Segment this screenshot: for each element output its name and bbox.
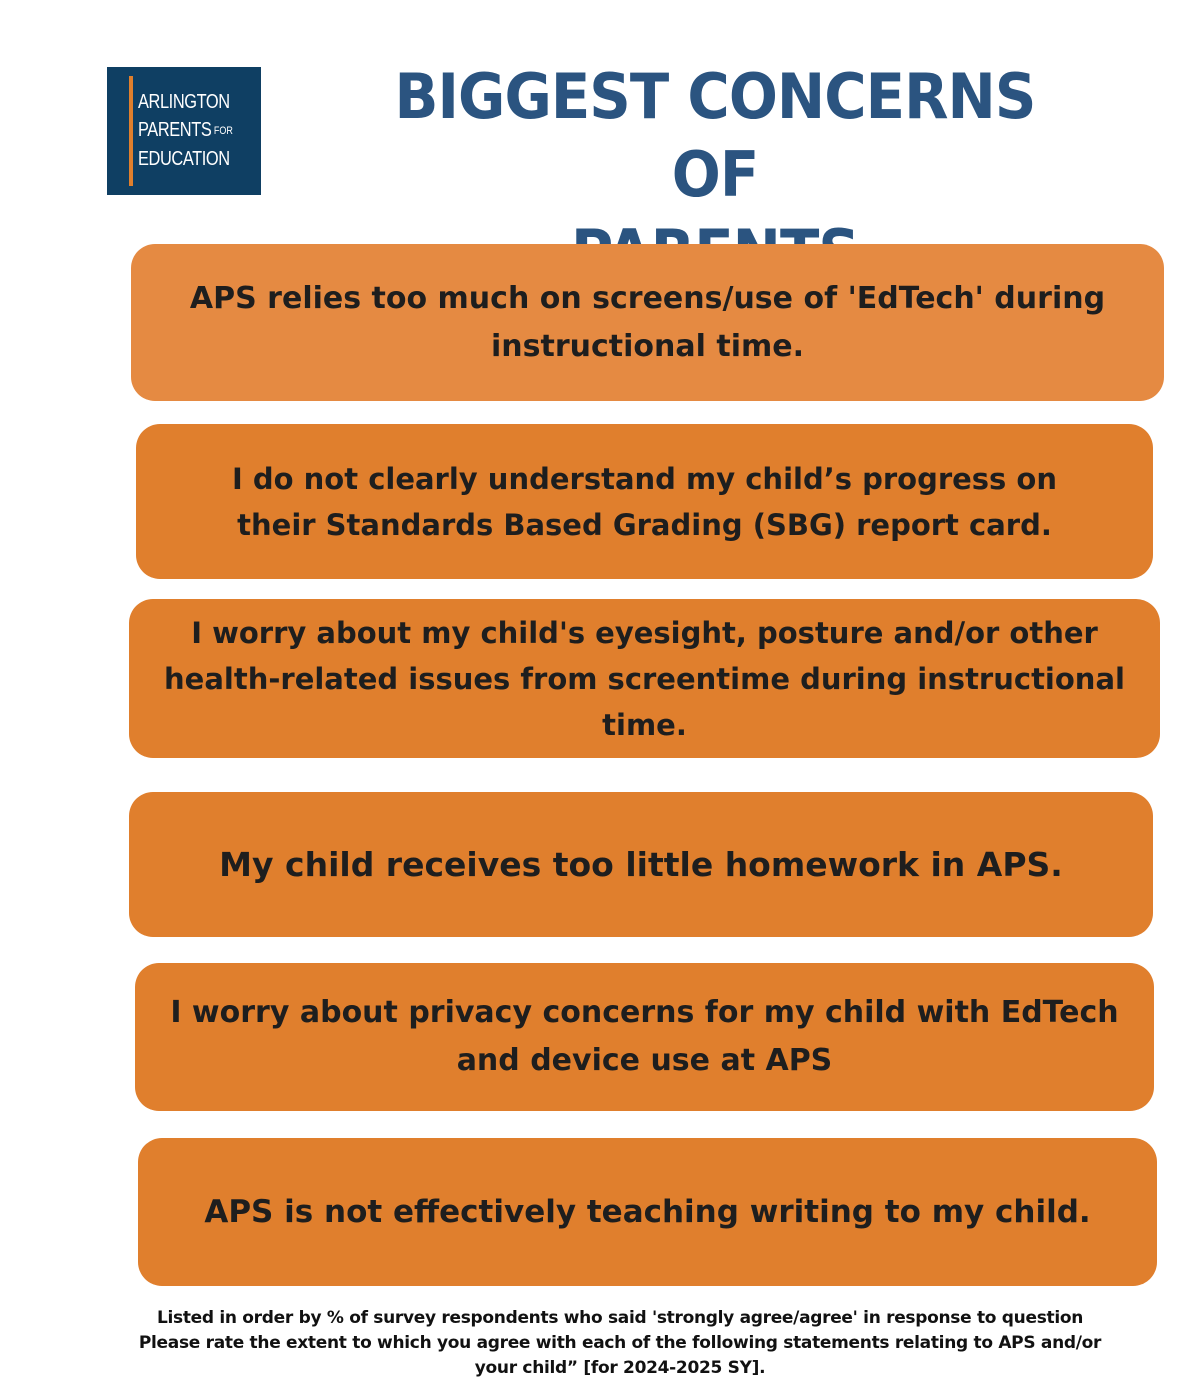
- organization-logo: [107, 67, 261, 195]
- concern-text-4: My child receives too little homework in APS.: [219, 844, 1063, 884]
- concern-card-4: [129, 792, 1153, 937]
- logo-line-2-main: PARENTS: [138, 119, 212, 141]
- concern-text-2: I do not clearly understand my child’s progress on their Standards Based Grading (SBG) report card.: [232, 461, 1057, 542]
- concern-text-6: APS is not effectively teaching writing to my child.: [204, 1194, 1091, 1230]
- concern-card-6: [138, 1138, 1157, 1286]
- concern-card-1: [131, 244, 1164, 401]
- footnote-line-2: Please rate the extent to which you agree with each of the following statements relating to APS and/or: [138, 1333, 1102, 1353]
- logo-line-1: ARLINGTON: [138, 91, 230, 113]
- title-line-1: BIGGEST CONCERNS OF: [394, 60, 1036, 211]
- logo-line-3: EDUCATION: [138, 148, 230, 170]
- concern-text-5: I worry about privacy concerns for my child with EdTech and device use at APS: [170, 995, 1119, 1078]
- concern-text-1: APS relies too much on screens/use of 'EdTech' during instructional time.: [189, 280, 1106, 364]
- footnote-line-1: Listed in order by % of survey respondents who said 'strongly agree/agree' in response to question: [156, 1308, 1084, 1328]
- logo-line-2-small: FOR: [213, 125, 233, 137]
- logo-text: [138, 88, 233, 173]
- concern-card-2: [136, 424, 1153, 579]
- survey-footnote: [40, 1306, 1200, 1381]
- logo-accent-bar: [129, 76, 133, 186]
- concern-card-3: [129, 599, 1160, 758]
- concern-text-3: I worry about my child's eyesight, posture and/or other health-related issues from screentime during instructional time.: [164, 615, 1125, 742]
- concern-card-5: [135, 963, 1154, 1111]
- footnote-line-3: your child” [for 2024-2025 SY].: [474, 1358, 766, 1378]
- logo-line-2: [138, 116, 233, 145]
